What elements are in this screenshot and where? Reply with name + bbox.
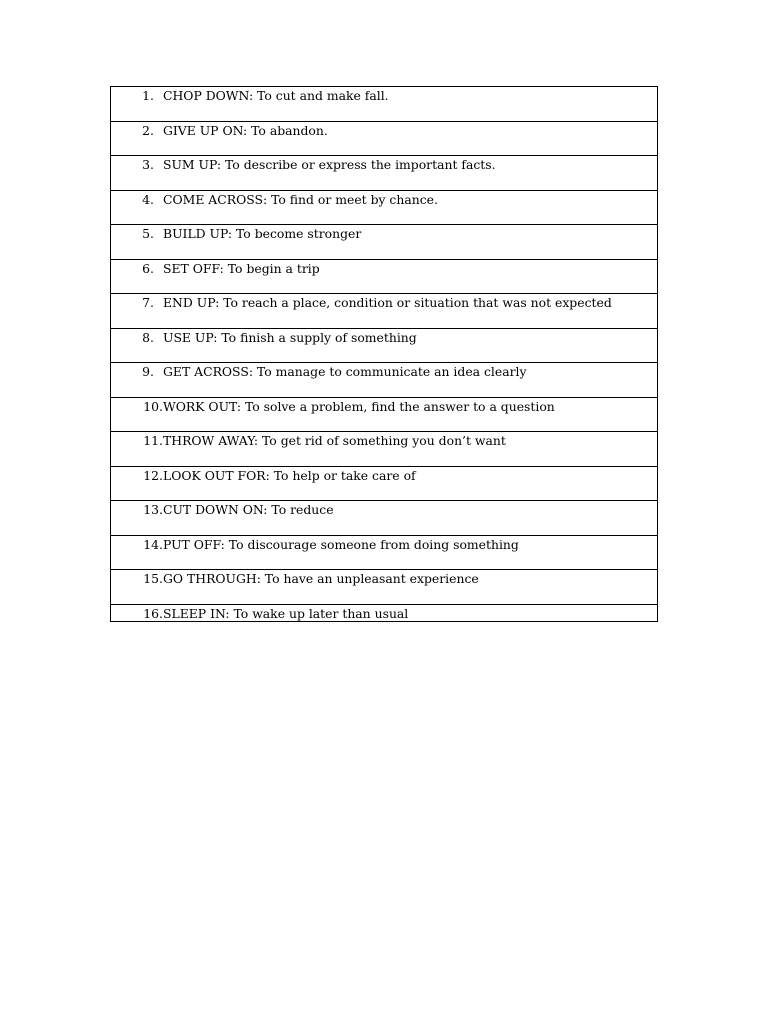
item-text: CUT DOWN ON: To reduce [163,502,334,517]
table-cell [111,466,658,501]
item-number: 6. [142,260,154,276]
table-cell [111,190,658,225]
item-text: COME ACROSS: To find or meet by chance. [163,191,438,207]
table-row [111,535,658,570]
table-row [111,156,658,191]
table-row [111,259,658,294]
table-row [111,328,658,363]
table-cell [111,156,658,191]
item-text: SET OFF: To begin a trip [163,260,320,276]
item-text: WORK OUT: To solve a problem, find the answer to a question [163,398,555,414]
item-text: USE UP: To finish a supply of something [163,329,417,345]
item-number: 10. [143,398,163,414]
table-row [111,190,658,225]
item-text: END UP: To reach a place, condition or situation that was not expected [163,295,612,310]
table-cell [111,570,658,605]
item-number: 5. [142,226,154,241]
table-cell [111,225,658,260]
item-text: BUILD UP: To become stronger [163,226,362,241]
item-text: THROW AWAY: To get rid of something you don’t want [163,433,506,448]
table-cell [111,363,658,398]
item-text: GET ACROSS: To manage to communicate an idea clearly [163,364,527,379]
item-number: 9. [142,364,154,379]
table-row [111,501,658,536]
item-number: 12. [143,467,163,483]
phrasal-verbs-table [110,86,658,622]
item-text: GO THROUGH: To have an unpleasant experience [163,571,479,586]
table-cell [111,501,658,536]
item-text: SUM UP: To describe or express the important facts. [163,157,496,172]
item-number: 7. [142,295,154,310]
table-row [111,294,658,329]
table-cell [111,259,658,294]
item-number: 8. [142,329,154,345]
table-row [111,604,658,621]
table-row [111,225,658,260]
item-number: 13. [143,502,163,517]
item-number: 14. [143,536,163,552]
table-cell [111,432,658,467]
table-cell [111,397,658,432]
table-cell [111,604,658,621]
item-number: 16. [143,605,163,621]
item-text: LOOK OUT FOR: To help or take care of [163,467,416,483]
table-cell [111,535,658,570]
item-number: 4. [142,191,154,207]
table-row [111,432,658,467]
table-cell [111,328,658,363]
item-number: 15. [143,571,163,586]
item-text: SLEEP IN: To wake up later than usual [163,605,409,621]
item-number: 3. [142,157,154,172]
table-cell [111,294,658,329]
item-text: PUT OFF: To discourage someone from doing something [163,536,519,552]
table-row [111,570,658,605]
item-number: 1. [142,88,154,103]
table-row [111,363,658,398]
item-text: CHOP DOWN: To cut and make fall. [163,88,389,103]
table-row [111,87,658,122]
table-cell [111,121,658,156]
table-row [111,397,658,432]
table-cell [111,87,658,122]
item-number: 2. [142,122,154,138]
item-number: 11. [143,433,163,448]
table-row [111,466,658,501]
table-row [111,121,658,156]
item-text: GIVE UP ON: To abandon. [163,122,328,138]
